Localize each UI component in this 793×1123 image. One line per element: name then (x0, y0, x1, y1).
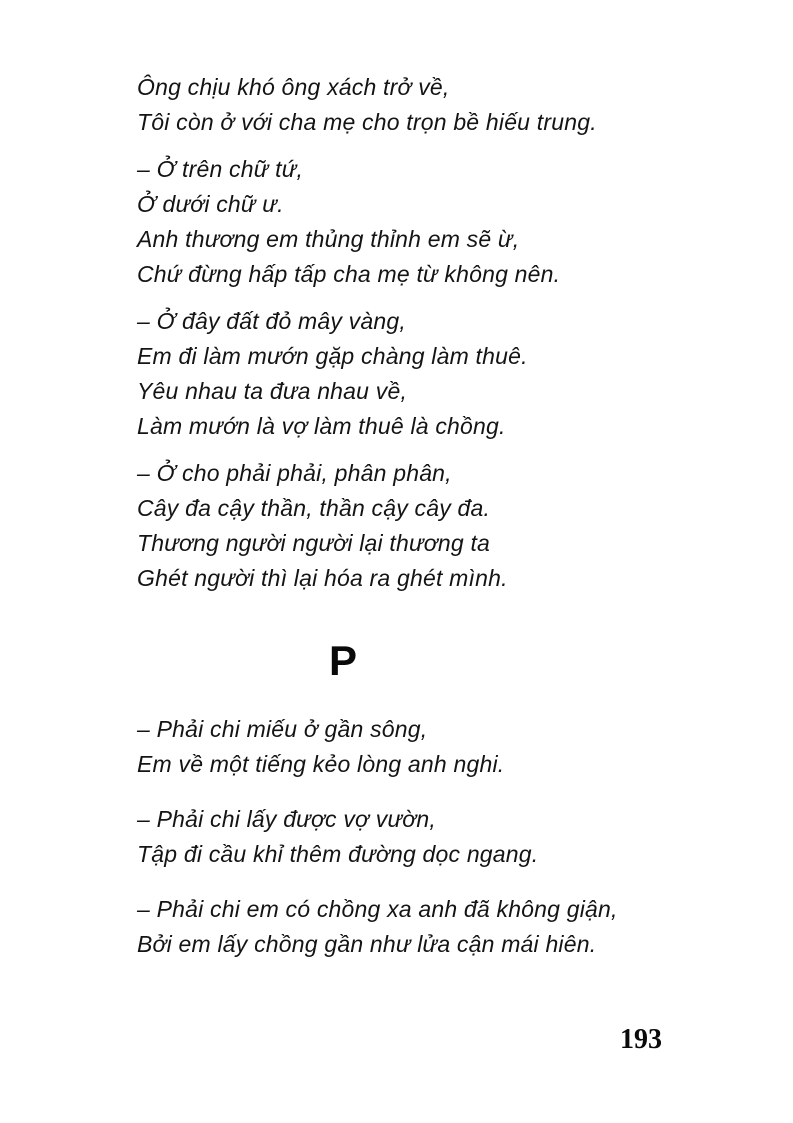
poem-content (137, 70, 618, 982)
verse-line: Ở dưới chữ ư. (137, 191, 284, 217)
section-heading-p: P (328, 637, 357, 684)
stanza-5 (137, 712, 618, 782)
verse-line: – Phải chi miếu ở gần sông, (137, 716, 428, 742)
verse-line: Thương người người lại thương ta (137, 530, 491, 556)
page-number: 193 (620, 1024, 662, 1055)
verse-line: Anh thương em thủng thỉnh em sẽ ừ, (137, 226, 520, 252)
verse-line: – Ở trên chữ tứ, (137, 156, 304, 182)
verse-line: Ông chịu khó ông xách trở về, (137, 74, 450, 100)
verse-line: Em về một tiếng kẻo lòng anh nghi. (137, 751, 505, 777)
stanza-4 (137, 456, 618, 596)
verse-line: Tập đi cầu khỉ thêm đường dọc ngang. (137, 841, 539, 867)
verse-line: Bởi em lấy chồng gần như lửa cận mái hiên. (137, 931, 597, 957)
verse-line: Tôi còn ở với cha mẹ cho trọn bề hiếu trung. (137, 109, 597, 135)
stanza-2 (137, 152, 618, 292)
verse-line: Cây đa cậy thần, thần cậy cây đa. (137, 495, 491, 521)
stanza-6 (137, 802, 618, 872)
verse-line: – Ở cho phải phải, phân phân, (137, 460, 452, 486)
verse-line: – Ở đây đất đỏ mây vàng, (137, 308, 406, 334)
stanza-3 (137, 304, 618, 444)
verse-line: Làm mướn là vợ làm thuê là chồng. (137, 413, 506, 439)
verse-line: Ghét người thì lại hóa ra ghét mình. (137, 565, 508, 591)
verse-line: – Phải chi em có chồng xa anh đã không giận, (137, 896, 618, 922)
stanza-7 (137, 892, 618, 962)
verse-line: Yêu nhau ta đưa nhau về, (137, 378, 408, 404)
verse-line: Em đi làm mướn gặp chàng làm thuê. (137, 343, 528, 369)
stanza-1 (137, 70, 618, 140)
verse-line: – Phải chi lấy được vợ vườn, (137, 806, 436, 832)
verse-line: Chứ đừng hấp tấp cha mẹ từ không nên. (137, 261, 561, 287)
